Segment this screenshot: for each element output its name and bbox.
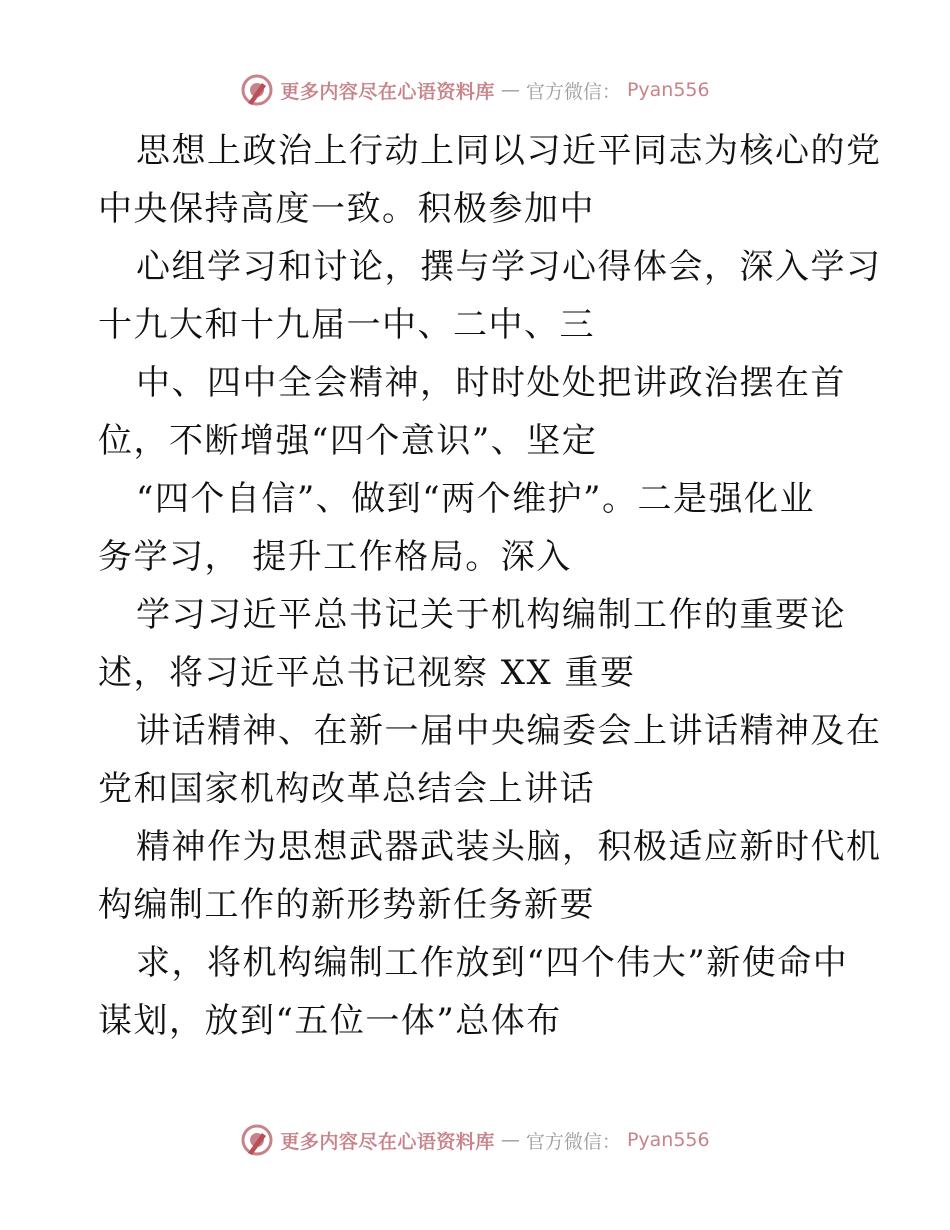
paragraph-line: 十九大和十九届一中、二中、三 (98, 305, 595, 345)
paragraph-line: 位，不断增强“四个意识”、坚定 (98, 421, 598, 461)
paragraph (98, 818, 882, 934)
watermark-wechat-label: 官方微信： (525, 1130, 621, 1153)
paragraph-line: “四个自信”、做到“两个维护”。二是强化业 (136, 479, 816, 519)
paragraph-line: 中、四中全会精神，时时处处把讲政治摆在首 (136, 363, 846, 403)
watermark-wechat-id: Pyan556 (626, 1129, 710, 1151)
paragraph-line: 心组学习和讨论，撰与学习心得体会，深入学习 (136, 247, 882, 287)
paragraph-line: 讲话精神、在新一届中央编委会上讲话精神及在 (136, 711, 882, 751)
watermark-brand-text: 更多内容尽在心语资料库 (280, 80, 495, 103)
watermark-dash: — (500, 79, 520, 101)
paragraph (98, 702, 882, 818)
header-watermark (0, 70, 950, 110)
paragraph-line: 求，将机构编制工作放到“四个伟大”新使命中 (136, 943, 849, 983)
paragraph (98, 586, 858, 702)
paragraph-line: 党和国家机构改革总结会上讲话 (98, 769, 595, 809)
paragraph (98, 238, 882, 354)
watermark-wechat-id: Pyan556 (626, 79, 710, 101)
document-body (98, 122, 882, 1050)
paragraph-line: 述，将习近平总书记视察 XX 重要 (98, 653, 636, 693)
watermark-dash: — (500, 1129, 520, 1151)
watermark-wechat-label: 官方微信： (525, 80, 621, 103)
paragraph-line: 精神作为思想武器武装头脑，积极适应新时代机 (136, 827, 882, 867)
footer-watermark (0, 1120, 950, 1160)
paragraph-line: 中央保持高度一致。积极参加中 (98, 189, 595, 229)
paragraph-line: 思想上政治上行动上同以习近平同志为核心的党 (136, 131, 882, 171)
paragraph (98, 470, 858, 586)
paragraph-line: 学习习近平总书记关于机构编制工作的重要论 (136, 595, 846, 635)
watermark-brand-text: 更多内容尽在心语资料库 (280, 1130, 495, 1153)
paragraph-line: 谋划，放到“五位一体”总体布 (98, 1001, 562, 1041)
paragraph-line: 务学习， 提升工作格局。深入 (98, 537, 572, 577)
pen-logo-icon (240, 73, 274, 107)
paragraph (98, 934, 858, 1050)
paragraph-line: 构编制工作的新形势新任务新要 (98, 885, 595, 925)
pen-logo-icon (240, 1123, 274, 1157)
paragraph (98, 122, 882, 238)
paragraph (98, 354, 858, 470)
